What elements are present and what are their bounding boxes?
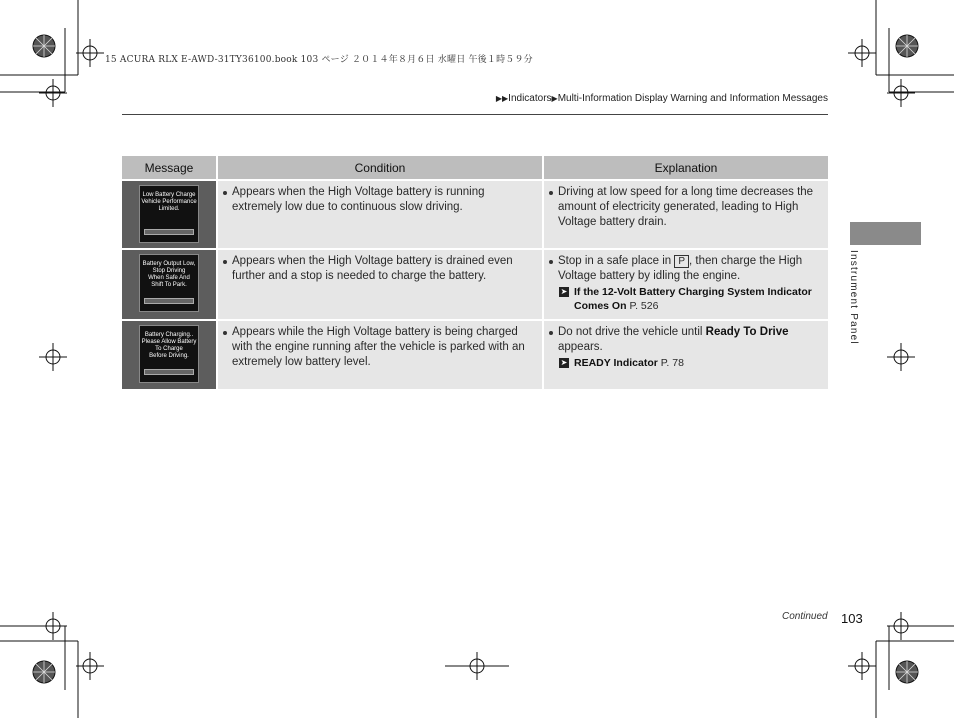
message-image-cell bbox=[122, 179, 216, 248]
explanation-text bbox=[558, 325, 822, 355]
condition-text: Appears when the High Voltage battery is drained even further and a stop is needed to charge the battery. bbox=[232, 254, 536, 284]
file-header: 15 ACURA RLX E-AWD-31TY36100.book 103 ページ ２０１４年８月６日 水曜日 午後１時５９分 bbox=[105, 55, 533, 65]
warning-messages-table bbox=[122, 156, 828, 389]
breadcrumb-marker: ▶▶ bbox=[495, 94, 509, 103]
explanation-text: Driving at low speed for a long time decreases the amount of electricity generated, leading to High Voltage battery drain. bbox=[558, 185, 822, 230]
condition-cell bbox=[216, 248, 542, 319]
screen-text-line: Vehicle Performance bbox=[141, 199, 197, 205]
breadcrumb bbox=[496, 93, 828, 104]
breadcrumb-separator: ▶ bbox=[551, 94, 558, 103]
explanation-text-post: , then charge the High Voltage battery by idling the engine. bbox=[558, 255, 803, 282]
cross-reference-arrow-icon: ➤ bbox=[560, 287, 568, 296]
screen-text-line: Before Driving. bbox=[149, 353, 189, 359]
ready-to-drive-label: Ready To Drive bbox=[705, 326, 789, 338]
cross-reference-page[interactable]: P. 526 bbox=[629, 300, 659, 312]
battery-level-bar bbox=[144, 298, 194, 304]
section-tab bbox=[850, 222, 921, 245]
screen-text-line: Low Battery Charge bbox=[142, 192, 196, 198]
cross-reference-page[interactable]: P. 78 bbox=[660, 357, 684, 369]
cross-reference-link[interactable] bbox=[558, 356, 822, 370]
explanation-cell bbox=[542, 179, 828, 248]
explanation-text-pre: Stop in a safe place in bbox=[558, 255, 672, 267]
section-side-label: Instrument Panel bbox=[848, 250, 859, 345]
screen-text-line: Battery Charging.. bbox=[144, 332, 194, 338]
explanation-cell bbox=[542, 248, 828, 319]
screen-text-line: Please Allow Battery bbox=[141, 339, 197, 345]
battery-level-bar bbox=[144, 369, 194, 375]
table-row bbox=[122, 319, 828, 389]
message-image-cell bbox=[122, 319, 216, 389]
condition-text: Appears while the High Voltage battery is being charged with the engine running after the vehicle is parked with an extremely low battery level. bbox=[232, 325, 536, 370]
cross-reference-arrow-icon: ➤ bbox=[560, 358, 568, 367]
display-screen-image bbox=[139, 185, 199, 243]
header-rule bbox=[122, 114, 828, 115]
screen-text-line: Battery Output Low, bbox=[142, 261, 196, 267]
breadcrumb-topic: Multi-Information Display Warning and Information Messages bbox=[557, 93, 828, 104]
table-row bbox=[122, 248, 828, 319]
explanation-cell bbox=[542, 319, 828, 389]
condition-text: Appears when the High Voltage battery is running extremely low due to continuous slow driving. bbox=[232, 185, 536, 215]
header-explanation: Explanation bbox=[542, 156, 828, 179]
screen-text-line: Stop Driving bbox=[152, 268, 186, 274]
header-message: Message bbox=[122, 156, 216, 179]
display-screen-image bbox=[139, 325, 199, 383]
screen-text-line: Limited. bbox=[158, 206, 180, 212]
screen-text-line: When Safe And bbox=[148, 275, 190, 281]
explanation-text-pre: Do not drive the vehicle until bbox=[558, 326, 703, 338]
park-gear-symbol: P bbox=[674, 255, 689, 268]
battery-level-bar bbox=[144, 229, 194, 235]
cross-reference-title[interactable]: If the 12-Volt Battery Charging System Indicator Comes On bbox=[574, 286, 812, 312]
condition-cell bbox=[216, 319, 542, 389]
screen-text-line: To Charge bbox=[155, 346, 183, 352]
message-image-cell bbox=[122, 248, 216, 319]
explanation-text-post: appears. bbox=[558, 341, 603, 353]
table-row bbox=[122, 179, 828, 248]
display-screen-image bbox=[139, 254, 199, 312]
breadcrumb-section[interactable]: Indicators bbox=[508, 93, 552, 104]
page-number: 103 bbox=[841, 611, 863, 626]
continued-label: Continued bbox=[782, 611, 828, 622]
condition-cell bbox=[216, 179, 542, 248]
explanation-text bbox=[558, 254, 822, 284]
header-condition: Condition bbox=[216, 156, 542, 179]
cross-reference-link[interactable] bbox=[558, 285, 822, 313]
table-header-row bbox=[122, 156, 828, 179]
screen-text-line: Shift To Park. bbox=[151, 282, 187, 288]
cross-reference-title[interactable]: READY Indicator bbox=[574, 357, 658, 369]
